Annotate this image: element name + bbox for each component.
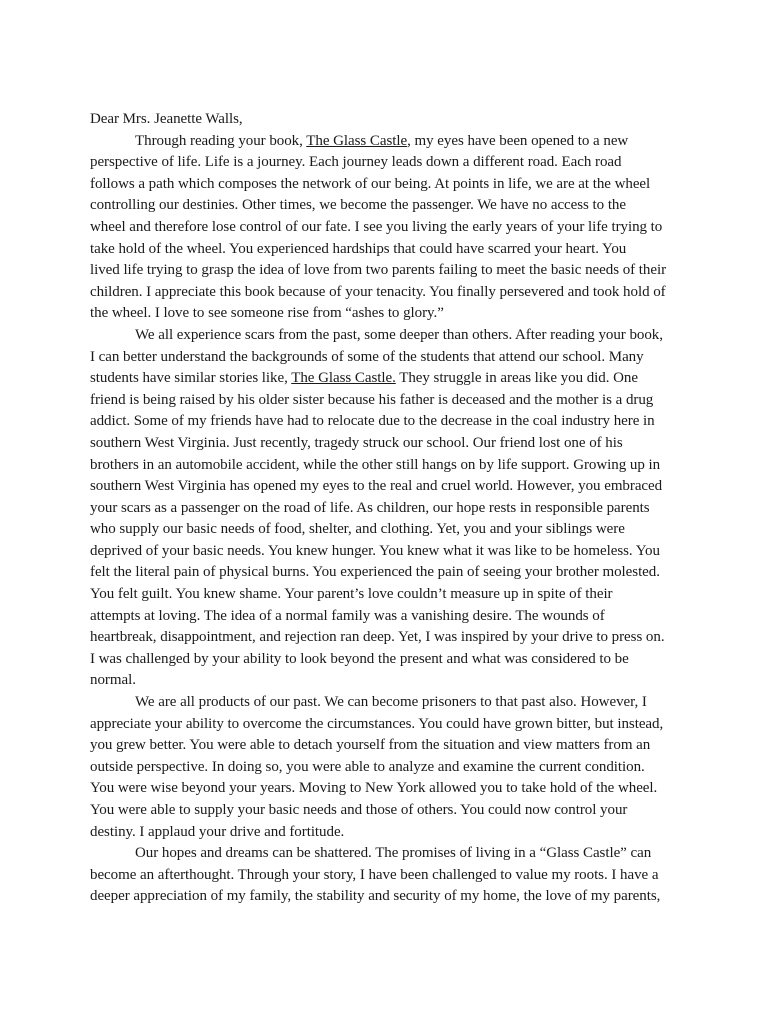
text-segment: attempts at loving. The idea of a normal family was a vanishing desire. The wounds of [90, 607, 605, 624]
text-segment: your scars as a passenger on the road of life. As children, our hope rests in responsible parents [90, 499, 650, 516]
text-line [90, 822, 690, 844]
text-line [90, 757, 690, 779]
text-segment: You were wise beyond your years. Moving to New York allowed you to take hold of the wheel. [90, 780, 658, 797]
text-line [90, 886, 690, 908]
text-line [90, 800, 690, 822]
text-segment: We are all products of our past. We can become prisoners to that past also. However, I [135, 694, 647, 711]
text-segment: felt the literal pain of physical burns. You experienced the pain of seeing your brother molested. [90, 564, 660, 581]
text-line [90, 174, 690, 196]
text-line [90, 390, 690, 412]
text-segment: You were able to supply your basic needs and those of others. You could now control your [90, 802, 628, 818]
text-segment: We all experience scars from the past, some deeper than others. After reading your book, [135, 326, 663, 343]
text-line [90, 260, 690, 282]
text-segment: Our hopes and dreams can be shattered. The promises of living in a “Glass Castle” can [135, 845, 652, 862]
text-segment: You felt guilt. You knew shame. Your parent’s love couldn’t measure up in spite of their [90, 586, 613, 603]
text-segment: outside perspective. In doing so, you were able to analyze and examine the current condition. [90, 758, 645, 775]
text-segment: , my eyes have been opened to a new [407, 132, 629, 149]
text-line [90, 433, 690, 455]
text-segment: southern West Virginia. Just recently, tragedy struck our school. Our friend lost one of his [90, 434, 623, 451]
text-line [90, 735, 690, 757]
text-segment: heartbreak, disappointment, and rejection ran deep. Yet, I was inspired by your drive to press on. [90, 629, 665, 646]
text-line [90, 519, 690, 541]
text-line [90, 303, 690, 325]
text-line [90, 131, 690, 153]
text-line [90, 865, 690, 887]
text-line [90, 670, 690, 692]
text-segment: become an afterthought. Through your story, I have been challenged to value my roots. I have a [90, 866, 659, 883]
text-line [90, 584, 690, 606]
text-segment: destiny. I applaud your drive and fortitude. [90, 823, 345, 840]
text-segment: the wheel. I love to see someone rise from “ashes to glory.” [90, 305, 444, 322]
text-line [90, 411, 690, 433]
text-segment: southern West Virginia has opened my eyes to the real and cruel world. However, you embraced [90, 478, 663, 495]
text-segment: Through reading your book, [135, 132, 307, 149]
text-segment: you grew better. You were able to detach yourself from the situation and view matters from an [90, 737, 651, 754]
text-segment: They struggle in areas like you did. One [395, 370, 638, 387]
text-line [90, 455, 690, 477]
text-line [90, 239, 690, 261]
text-segment: brothers in an automobile accident, while the other still hangs on by life support. Growing up in [90, 456, 661, 473]
text-segment: lived life trying to grasp the idea of love from two parents failing to meet the basic needs of their [90, 262, 667, 279]
text-segment: controlling our destinies. Other times, we become the passenger. We have no access to the [90, 197, 626, 214]
text-line [90, 627, 690, 649]
paragraph [90, 131, 690, 325]
text-line [90, 282, 690, 304]
text-line [90, 541, 690, 563]
text-segment: appreciate your ability to overcome the circumstances. You could have grown bitter, but instead, [90, 715, 664, 732]
text-line [90, 476, 690, 498]
paragraph [90, 325, 690, 692]
book-title-reference: The Glass Castle. [291, 370, 396, 387]
text-line [90, 217, 690, 239]
text-segment: normal. [90, 672, 136, 689]
text-segment: I can better understand the backgrounds of some of the students that attend our school. Many [90, 348, 644, 365]
text-segment: follows a path which composes the network of our being. At points in life, we are at the wheel [90, 175, 651, 192]
text-line [90, 778, 690, 800]
text-line [90, 649, 690, 671]
text-segment: who supply our basic needs of food, shelter, and clothing. Yet, you and your siblings were [90, 521, 625, 538]
text-segment: I was challenged by your ability to look beyond the present and what was considered to be [90, 650, 629, 667]
text-segment: students have similar stories like, [90, 370, 292, 387]
text-segment: friend is being raised by his older sister because his father is deceased and the mother is a drug [90, 391, 654, 408]
letter-body [90, 109, 690, 908]
text-line [90, 195, 690, 217]
text-segment: wheel and therefore lose control of our fate. I see you living the early years of your life trying to [90, 218, 663, 235]
book-title-reference: The Glass Castle [306, 132, 408, 149]
text-line [90, 152, 690, 174]
text-line [90, 498, 690, 520]
text-line [90, 714, 690, 736]
text-segment: deeper appreciation of my family, the stability and security of my home, the love of my parents, [90, 888, 661, 905]
text-line [90, 562, 690, 584]
paragraph-list [90, 131, 690, 908]
text-segment: take hold of the wheel. You experienced hardships that could have scarred your heart. You [90, 240, 627, 257]
text-line [90, 325, 690, 347]
text-line [90, 692, 690, 714]
text-segment: perspective of life. Life is a journey. Each journey leads down a different road. Each road [90, 154, 622, 171]
text-segment: deprived of your basic needs. You knew hunger. You knew what it was like to be homeless. You [90, 542, 660, 559]
paragraph [90, 843, 690, 908]
text-segment: children. I appreciate this book because of your tenacity. You finally persevered and took hold of [90, 283, 666, 300]
paragraph [90, 692, 690, 843]
text-line [90, 843, 690, 865]
salutation: Dear Mrs. Jeanette Walls, [90, 111, 243, 127]
text-line [90, 347, 690, 369]
text-line [90, 606, 690, 628]
text-line [90, 368, 690, 390]
text-segment: addict. Some of my friends have had to relocate due to the decrease in the coal industry here in [90, 413, 655, 430]
